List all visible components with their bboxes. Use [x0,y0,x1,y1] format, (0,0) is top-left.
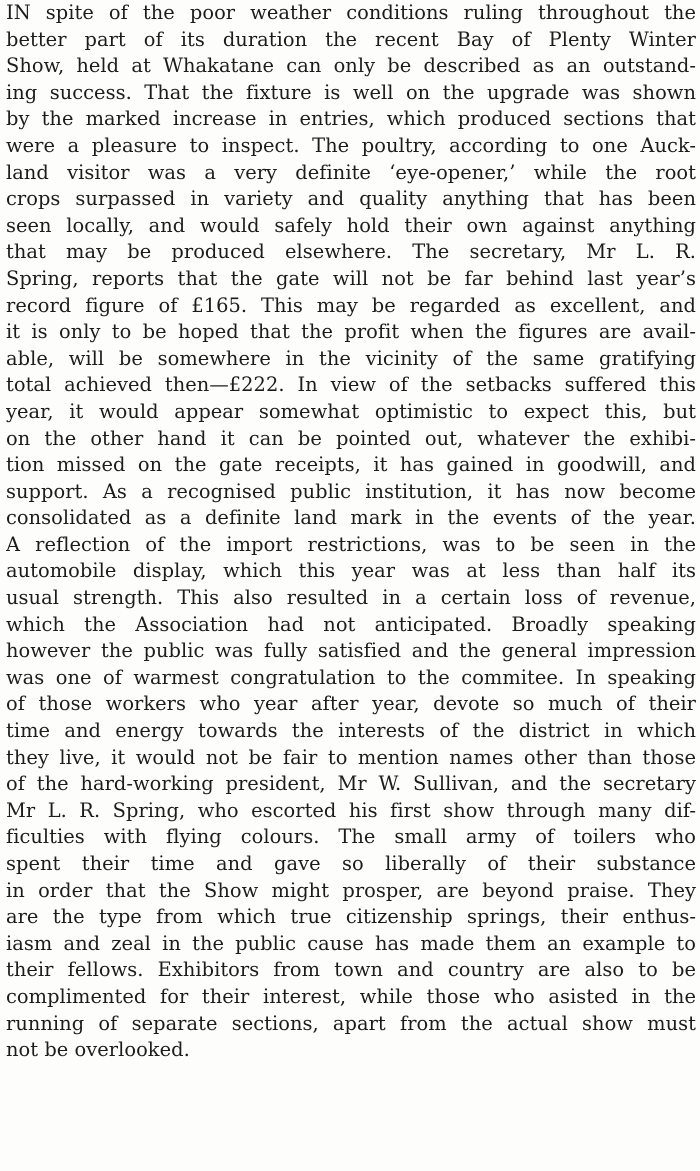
article-line: Show, held at Whakatane can only be described as an outstand- [6,54,696,78]
article-line: automobile display, which this year was at less than half its [6,559,696,583]
article-line: it is only to be hoped that the profit when the figures are avail- [6,320,696,344]
article-line: time and energy towards the interests of the district in which [6,719,696,743]
article-line: running of separate sections, apart from the actual show must [6,1011,696,1035]
article-line: consolidated as a definite land mark in the events of the year. [6,506,696,530]
article-line: better part of its duration the recent Bay of Plenty Winter [6,27,696,51]
article-line: year, it would appear somewhat optimistic to expect this, but [6,399,696,423]
article-line: in order that the Show might prosper, are beyond praise. They [6,878,696,902]
article-line: iasm and zeal in the public cause has made them an example to [6,931,696,955]
article-line: was one of warmest congratulation to the commitee. In speaking [6,665,696,689]
article-line: Spring, reports that the gate will not be far behind last year’s [6,266,696,290]
article-line: able, will be somewhere in the vicinity of the same gratifying [6,346,696,370]
article-line: spent their time and gave so liberally of their substance [6,852,696,875]
article-line: ing success. That the fixture is well on the upgrade was shown [6,80,696,104]
article-line: however the public was fully satisfied and the general impression [6,639,696,663]
article-line: their fellows. Exhibitors from town and country are also to be [6,958,696,982]
article-body [6,0,696,1064]
article-line: on the other hand it can be pointed out, whatever the exhibi- [6,426,696,450]
article-line: total achieved then—£222. In view of the setbacks suffered this [6,373,696,397]
article-line: land visitor was a very definite ‘eye-opener,’ while the root [6,160,696,184]
article-line: crops surpassed in variety and quality anything that has been [6,187,696,211]
article-line: of the hard-working president, Mr W. Sullivan, and the secretary [6,772,696,796]
article-line: support. As a recognised public institution, it has now become [6,479,696,503]
article-line: ficulties with flying colours. The small army of toilers who [6,825,696,849]
article-line: were a pleasure to inspect. The poultry, according to one Auck- [6,133,696,157]
article-line: by the marked increase in entries, which produced sections that [6,107,696,131]
article-line: of those workers who year after year, devote so much of their [6,692,696,716]
article-line: complimented for their interest, while those who asisted in the [6,984,696,1008]
article-line: Mr L. R. Spring, who escorted his first show through many dif- [6,798,696,822]
article-line: tion missed on the gate receipts, it has gained in goodwill, and [6,453,696,477]
article-line: usual strength. This also resulted in a certain loss of revenue, [6,586,696,610]
article-line: are the type from which true citizenship springs, their enthus- [6,905,696,929]
article-line: A reflection of the import restrictions, was to be seen in the [6,532,696,556]
article-line: that may be produced elsewhere. The secretary, Mr L. R. [6,240,696,264]
article-line: record figure of £165. This may be regarded as excellent, and [6,293,696,317]
article-line: seen locally, and would safely hold their own against anything [6,213,696,237]
article-line: which the Association had not anticipated. Broadly speaking [6,612,696,636]
article-line: not be overlooked. [6,1038,190,1062]
article-line: IN spite of the poor weather conditions ruling throughout the [6,1,696,24]
article-line: they live, it would not be fair to mention names other than those [6,745,696,769]
